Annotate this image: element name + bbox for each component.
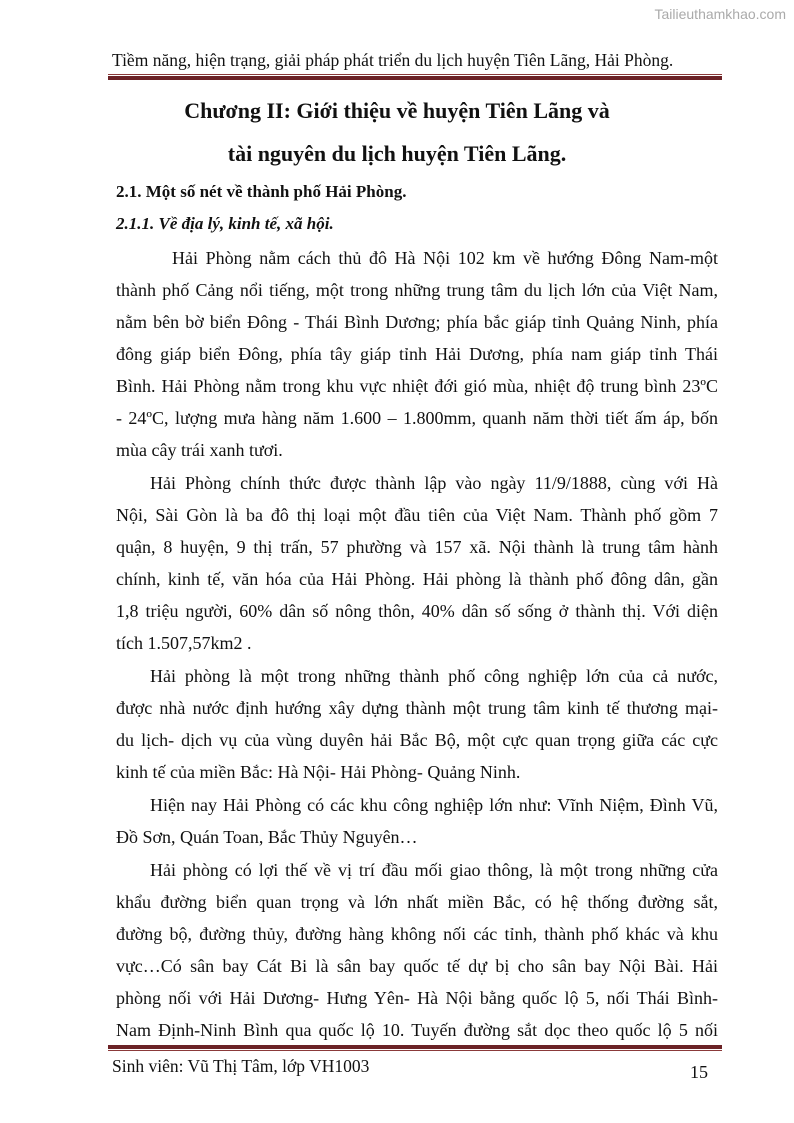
paragraph — [116, 660, 718, 788]
footer-author: Sinh viên: Vũ Thị Tâm, lớp VH1003 — [112, 1056, 370, 1076]
paragraph-line: Nội, Sài Gòn là ba đô thị loại một đầu tiên của Việt Nam. Thành phố gồm 7 — [116, 505, 718, 525]
section-heading: 2.1. Một số nét về thành phố Hải Phòng. — [116, 182, 407, 201]
paragraph-line: thành phố Cảng nổi tiếng, một trong những trung tâm du lịch lớn của Việt Nam, — [116, 280, 718, 300]
page-number: 15 — [690, 1062, 708, 1082]
paragraph-line: được nhà nước định hướng xây dựng thành một trung tâm kinh tế thương mại- — [116, 698, 718, 718]
paragraph-line: 1,8 triệu người, 60% dân số nông thôn, 40% dân số sống ở thành thị. Với diện — [116, 601, 718, 621]
paragraph-line: Hải phòng có lợi thế về vị trí đầu mối giao thông, là một trong những cửa — [150, 860, 718, 880]
body-text — [116, 242, 718, 1047]
paragraph-line: phòng nối với Hải Dương- Hưng Yên- Hà Nội bằng quốc lộ 5, nối Thái Bình- — [116, 988, 718, 1008]
header-rule-thick — [108, 76, 722, 80]
paragraph-line: Nam Định-Ninh Bình qua quốc lộ 10. Tuyến đường sắt dọc theo quốc lộ 5 nối — [116, 1020, 718, 1040]
subsection-heading: 2.1.1. Về địa lý, kinh tế, xã hội. — [116, 214, 334, 233]
paragraph-line: đông giáp biển Đông, phía tây giáp tỉnh Hải Dương, phía nam giáp tỉnh Thái — [116, 344, 718, 364]
paragraph-line: nằm bên bờ biển Đông - Thái Bình Dương; phía bắc giáp tỉnh Quảng Ninh, phía — [116, 312, 718, 332]
paragraph — [116, 854, 718, 1046]
paragraph-line: Hải Phòng chính thức được thành lập vào ngày 11/9/1888, cùng với Hà — [150, 473, 718, 493]
paragraph-line: Đồ Sơn, Quán Toan, Bắc Thủy Nguyên… — [116, 827, 418, 847]
paragraph-line: quận, 8 huyện, 9 thị trấn, 57 phường và 157 xã. Nội thành là trung tâm hành — [116, 537, 718, 557]
footer-rule-thick — [108, 1045, 722, 1049]
paragraph-line: Hải Phòng nằm cách thủ đô Hà Nội 102 km về hướng Đông Nam-một — [172, 248, 718, 268]
footer-rule-thin — [108, 1050, 722, 1051]
paragraph — [116, 467, 718, 659]
paragraph-line: - 24ºC, lượng mưa hàng năm 1.600 – 1.800mm, quanh năm thời tiết ấm áp, bốn — [116, 408, 718, 428]
paragraph-line: tích 1.507,57km2 . — [116, 633, 252, 653]
watermark: Tailieuthamkhao.com — [654, 6, 786, 22]
paragraph-line: đường bộ, đường thủy, đường hàng không nối các tỉnh, thành phố khác và khu — [116, 924, 718, 944]
paragraph-line: Bình. Hải Phòng nằm trong khu vực nhiệt đới gió mùa, nhiệt độ trung bình 23ºC — [116, 376, 718, 396]
header-rule-thin — [108, 74, 722, 75]
paragraph-line: chính, kinh tế, văn hóa của Hải Phòng. Hải phòng là thành phố đông dân, gần — [116, 569, 718, 589]
paragraph-line: mùa cây trái xanh tươi. — [116, 440, 283, 460]
paragraph-line: khẩu đường biển quan trọng và lớn nhất miền Bắc, có hệ thống đường sắt, — [116, 892, 718, 912]
running-header: Tiềm năng, hiện trạng, giải pháp phát triển du lịch huyện Tiên Lãng, Hải Phòng. — [112, 50, 674, 70]
paragraph-line: vực…Có sân bay Cát Bi là sân bay quốc tế dự bị cho sân bay Nội Bài. Hải — [116, 956, 718, 976]
paragraph — [116, 789, 718, 853]
chapter-title-line-2: tài nguyên du lịch huyện Tiên Lãng. — [227, 141, 567, 166]
chapter-title-line-1: Chương II: Giới thiệu về huyện Tiên Lãng và — [184, 98, 610, 123]
paragraph-line: Hiện nay Hải Phòng có các khu công nghiệp lớn như: Vĩnh Niệm, Đình Vũ, — [150, 795, 718, 815]
paragraph-line: Hải phòng là một trong những thành phố công nghiệp lớn của cả nước, — [150, 666, 718, 686]
paragraph-line: du lịch- dịch vụ của vùng duyên hải Bắc Bộ, một cực quan trọng giữa các cực — [116, 730, 718, 750]
paragraph — [116, 242, 718, 466]
paragraph-line: kinh tế của miền Bắc: Hà Nội- Hải Phòng- Quảng Ninh. — [116, 762, 521, 782]
